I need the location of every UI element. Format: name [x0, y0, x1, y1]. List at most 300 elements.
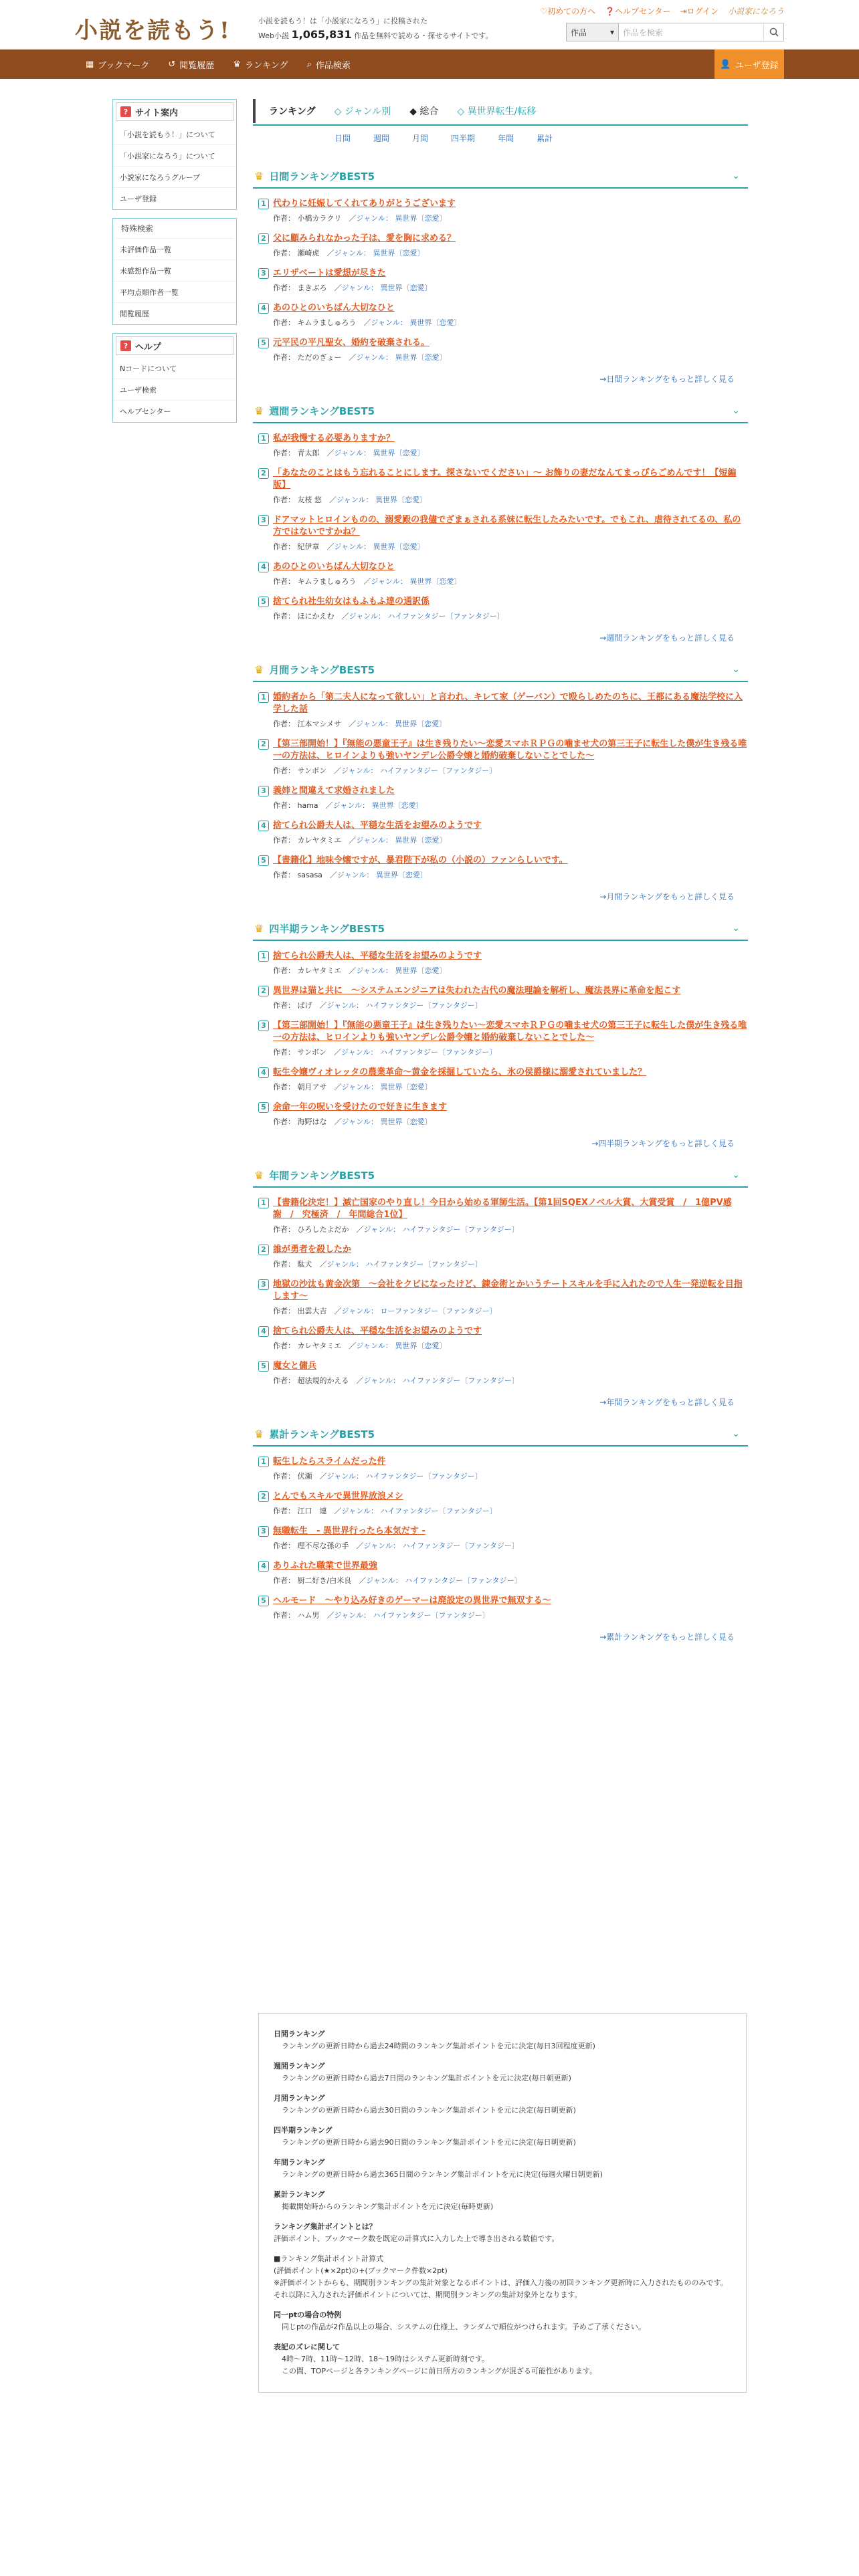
ranking-section	[253, 658, 748, 902]
note-desc: ランキングの更新日時から過去7日間のランキング集計ポイントを元に決定(毎日朝更新)	[282, 2074, 571, 2082]
chevron-down-icon: ▾	[609, 27, 614, 37]
entry-meta	[258, 1610, 748, 1620]
genre-label[interactable]: ジャンル： 異世界〔恋愛〕	[356, 966, 447, 975]
genre-label[interactable]: ジャンル： 異世界〔恋愛〕	[341, 1117, 432, 1126]
more-link[interactable]: →年間ランキングをもっと詳しく見る	[599, 1398, 735, 1407]
entry-title-row	[258, 267, 748, 280]
rank-badge: 5	[258, 597, 269, 607]
genre-label[interactable]: ジャンル： ハイファンタジー〔ファンタジー〕	[326, 1001, 482, 1010]
sidebar-item-no-review[interactable]: 未感想作品一覧	[113, 260, 236, 282]
login-icon: ⇥	[680, 7, 687, 16]
author-label[interactable]: 作者： 江口 連	[273, 1507, 327, 1515]
bookmark-icon: ▦	[86, 59, 94, 70]
entry-meta	[258, 1259, 748, 1269]
novel-title-link[interactable]: 【書籍化決定！】滅亡国家のやり直し！今日から始める軍師生活。【第1回SQEXノベル大賞、大賞受賞 / 1億PV感謝 / 究極済 / 年間総合1位】	[273, 1198, 732, 1220]
ranking-entry	[253, 1491, 748, 1516]
sidebar-item-about-narou[interactable]: 「小説家になろう」について	[113, 145, 236, 167]
novel-title-link[interactable]: 転生令嬢ヴィオレッタの農業革命～黄金を採掘していたら、氷の侯爵様に溺愛されていました？	[273, 1067, 647, 1077]
ranking-section	[253, 165, 748, 385]
search-button[interactable]	[763, 23, 783, 41]
period-tab-monthly[interactable]: 月間	[412, 133, 429, 143]
entry-title-row	[258, 855, 748, 867]
entry-meta	[258, 1116, 748, 1127]
author-label[interactable]: 作者： 伏瀬	[273, 1472, 312, 1481]
rank-badge: 4	[258, 1067, 269, 1078]
author-label[interactable]: 作者： 厨二好き/白米良	[273, 1576, 352, 1585]
genre-label[interactable]: ジャンル： ハイファンタジー〔ファンタジー〕	[341, 1507, 497, 1515]
ranking-entry	[253, 1325, 748, 1351]
tab-genre[interactable]: ◇ ジャンル別	[334, 106, 391, 117]
author-label[interactable]: 作者： ぱげ	[273, 1001, 312, 1010]
rank-badge: 5	[258, 1361, 269, 1372]
sidebar-item-about-yomou[interactable]: 「小説を読もう！」について	[113, 124, 236, 145]
entry-meta	[258, 317, 748, 328]
genre-label[interactable]: ジャンル： 異世界〔恋愛〕	[334, 542, 425, 551]
ranking-entry	[253, 596, 748, 621]
ranking-entry	[253, 337, 748, 362]
ranking-section	[253, 917, 748, 1149]
genre-label[interactable]: ジャンル： 異世界〔恋愛〕	[332, 801, 423, 810]
author-label[interactable]: 作者： 駄犬	[273, 1260, 312, 1269]
ranking-entry	[253, 433, 748, 458]
tab-isekai[interactable]: ◇ 異世界転生/転移	[457, 106, 537, 117]
main-content	[253, 99, 748, 1642]
rank-badge: 1	[258, 692, 269, 703]
ranking-entry	[253, 1020, 748, 1057]
help-title: ヘルプ	[135, 342, 162, 352]
author-label[interactable]: 作者： カレヤタミエ	[273, 1341, 342, 1350]
more-link[interactable]: →週間ランキングをもっと詳しく見る	[599, 633, 735, 643]
note-heading: 累計ランキング	[274, 2190, 325, 2199]
note-desc: ランキングの更新日時から過去90日間のランキング集計ポイントを元に決定(毎日朝更新)	[282, 2138, 576, 2147]
author-label[interactable]: 作者： hama	[273, 801, 318, 810]
meta-separator: ／	[356, 318, 371, 327]
rank-badge: 1	[258, 433, 269, 444]
genre-label[interactable]: ジャンル： 異世界〔恋愛〕	[337, 496, 427, 504]
section-header[interactable]	[253, 1164, 748, 1188]
entry-meta	[258, 1047, 748, 1057]
section-title: 週間ランキングBEST5	[269, 405, 375, 417]
site-guide-header	[116, 102, 233, 121]
lag-heading: 表記のズレに関して	[274, 2343, 340, 2351]
rank-badge: 2	[258, 233, 269, 244]
author-label[interactable]: 作者： 青太郎	[273, 449, 320, 457]
genre-label[interactable]: ジャンル： 異世界〔恋愛〕	[371, 577, 462, 586]
novel-title-link[interactable]: 捨てられ社生幼女はもふもふ達の通訳係	[273, 597, 430, 607]
entry-title-row	[258, 337, 748, 349]
sidebar-item-unrated[interactable]: 未評価作品一覧	[113, 239, 236, 260]
entry-meta	[258, 611, 748, 621]
genre-label[interactable]: ジャンル： ハイファンタジー〔ファンタジー〕	[363, 1376, 519, 1385]
meta-separator: ／	[326, 1307, 342, 1315]
more-link[interactable]: →日間ランキングをもっと詳しく見る	[599, 374, 735, 384]
meta-separator: ／	[318, 801, 333, 810]
rank-badge: 2	[258, 739, 269, 750]
section-title: 月間ランキングBEST5	[269, 663, 375, 676]
meta-separator: ／	[341, 1341, 357, 1350]
ranking-entry	[253, 267, 748, 293]
meta-separator: ／	[319, 249, 335, 257]
author-label[interactable]: 作者： 江本マシメサ	[273, 720, 342, 728]
entry-title-row	[258, 985, 748, 997]
question-icon: ?	[120, 106, 131, 117]
chevron-down-icon[interactable]: ⌄	[732, 1170, 740, 1180]
novel-title-link[interactable]: 無職転生 - 異世界行ったら本気だす -	[273, 1526, 425, 1536]
novel-title-link[interactable]: とんでもスキルで異世界放浪メシ	[273, 1491, 403, 1501]
crown-icon: ♛	[254, 404, 264, 417]
author-label[interactable]: 作者： ただのぎょー	[273, 353, 342, 362]
nav-ranking[interactable]	[233, 58, 288, 71]
entry-meta	[258, 447, 748, 458]
author-label[interactable]: 作者： 紀伊章	[273, 542, 320, 551]
entry-meta	[258, 835, 748, 845]
entry-title-row	[258, 596, 748, 608]
period-tab-daily[interactable]: 日間	[335, 133, 351, 143]
novel-title-link[interactable]: 捨てられ公爵夫人は、平穏な生活をお望みのようです	[273, 821, 482, 831]
user-register-button[interactable]	[714, 49, 784, 79]
meta-separator: ／	[326, 1117, 342, 1126]
section-title: 年間ランキングBEST5	[269, 1169, 375, 1182]
meta-separator: ／	[326, 1083, 342, 1091]
entry-title-row	[258, 820, 748, 832]
novel-count: 1,065,831	[291, 28, 352, 41]
author-label[interactable]: 作者： カレヤタミエ	[273, 836, 342, 845]
section-title: 日間ランキングBEST5	[269, 170, 375, 183]
ranking-entry	[253, 1197, 748, 1235]
author-label[interactable]: 作者： 朝月アサ	[273, 1083, 327, 1091]
author-label[interactable]: 作者： 友桜 悠	[273, 496, 322, 504]
more-link[interactable]: →累計ランキングをもっと詳しく見る	[599, 1632, 735, 1642]
ranking-section	[253, 1164, 748, 1408]
meta-separator: ／	[349, 1376, 364, 1385]
formula-line1: (評価ポイント(★×2pt)の+(ブックマーク件数×2pt)	[274, 2266, 448, 2275]
author-label[interactable]: 作者： 海野はな	[273, 1117, 327, 1126]
point-desc: 評価ポイント、ブックマーク数を既定の計算式に入力した上で導き出される数値です。	[274, 2234, 559, 2243]
period-tabs	[253, 126, 748, 150]
section-header[interactable]	[253, 399, 748, 423]
author-label[interactable]: 作者： カレヤタミエ	[273, 966, 342, 975]
period-tab-quarterly[interactable]: 四半期	[451, 133, 476, 143]
entry-meta	[258, 1081, 748, 1092]
meta-separator: ／	[326, 1048, 341, 1057]
novel-title-link[interactable]: 異世界は猫と共に ～システムエンジニアは失われた古代の魔法理論を解析し、魔法長界に革命を起こす	[273, 986, 681, 996]
rank-badge: 3	[258, 1526, 269, 1537]
note-heading: 年間ランキング	[274, 2158, 325, 2167]
chevron-down-icon[interactable]: ⌄	[732, 664, 740, 675]
meta-separator: ／	[312, 1260, 327, 1269]
author-label[interactable]: 作者： キムラましゅろう	[273, 318, 357, 327]
novel-title-link[interactable]: 婚約者から「第二夫人になって欲しい」と言われ、キレて家（ゲーバン）で殴らしめたのちに、王都にある魔法学校に入学した話	[273, 692, 743, 714]
meta-separator: ／	[349, 1225, 364, 1234]
chevron-down-icon[interactable]: ⌄	[732, 923, 740, 934]
ranking-entry	[253, 985, 748, 1010]
entry-title-row	[258, 1456, 748, 1468]
search-category-select[interactable]	[567, 23, 619, 41]
rank-badge: 5	[258, 338, 269, 348]
user-register-label: ユーザ登録	[735, 60, 779, 71]
rank-badge: 4	[258, 821, 269, 831]
ranking-entry	[253, 198, 748, 223]
novel-title-link[interactable]: ヘルモード ～やり込み好きのゲーマーは廃設定の異世界で無双する～	[273, 1596, 551, 1606]
genre-label[interactable]: ジャンル： 異世界〔恋愛〕	[356, 1341, 447, 1350]
genre-label[interactable]: ジャンル： 異世界〔恋愛〕	[334, 249, 425, 257]
meta-separator: ／	[351, 1576, 367, 1585]
rank-badge: 2	[258, 1245, 269, 1255]
genre-label[interactable]: ジャンル： 異世界〔恋愛〕	[356, 836, 447, 845]
author-label[interactable]: 作者： 理不尽な孫の手	[273, 1541, 349, 1550]
entry-meta	[258, 352, 748, 362]
period-tab-total[interactable]: 累計	[537, 133, 553, 143]
sidebar-item-user-register[interactable]: ユーザ登録	[120, 195, 157, 203]
entry-title-row	[258, 950, 748, 962]
entry-meta	[258, 576, 748, 586]
nav-bookmark[interactable]	[86, 58, 149, 71]
note-desc: ランキングの更新日時から過去30日間のランキング集計ポイントを元に決定(毎日朝更新)	[282, 2106, 576, 2115]
rank-badge: 5	[258, 1102, 269, 1113]
tagline-pre: Web小説	[258, 31, 289, 40]
narou-link[interactable]: 小説家になろう	[727, 7, 784, 16]
genre-label[interactable]: ジャンル： ハイファンタジー〔ファンタジー〕	[341, 1048, 497, 1057]
sidebar-item-help-center[interactable]: ヘルプセンター	[120, 407, 171, 416]
help-center-link[interactable]	[605, 5, 670, 17]
entry-title-row	[258, 691, 748, 716]
rank-badge: 4	[258, 1326, 269, 1337]
author-label[interactable]: 作者： ほにかえむ	[273, 612, 335, 621]
entry-meta	[258, 800, 748, 811]
novel-title-link[interactable]: 父に顧みられなかった子は、愛を胸に求める？	[273, 233, 456, 243]
crown-icon: ♛	[233, 59, 241, 70]
entry-title-row	[258, 467, 748, 492]
note-desc: ランキングの更新日時から過去365日間のランキング集計ポイントを元に決定(毎週火曜日朝更新)	[282, 2170, 603, 2179]
note-blocks	[274, 2028, 731, 2213]
formula-line3: それ以降に入力された評価ポイントについては、期間別ランキングの集計対象外となります。	[274, 2290, 582, 2299]
novel-title-link[interactable]: ありふれた職業で世界最強	[273, 1561, 378, 1571]
ranking-entry	[253, 855, 748, 880]
ranking-sections	[253, 165, 748, 1642]
novel-title-link[interactable]: 【第三部開始！】『無能の悪童王子』は生き残りたい～恋愛スマホＲＰＧの噛ませ犬の第三王子に転生した僕が生き残る唯一の方法は、ヒロインよりも強いヤンデレ公爵令嬢と婚約破棄しないことでした～	[273, 739, 747, 761]
ranking-entry	[253, 1360, 748, 1386]
rank-badge: 3	[258, 515, 269, 526]
rank-badge: 1	[258, 199, 269, 209]
genre-label[interactable]: ジャンル： 異世界〔恋愛〕	[356, 214, 447, 223]
author-label[interactable]: 作者： 小橋カラクリ	[273, 214, 342, 223]
entry-meta	[258, 965, 748, 976]
help-header	[116, 336, 233, 355]
crown-icon: ♛	[254, 922, 264, 935]
special-search-box	[112, 218, 237, 325]
meta-separator: ／	[334, 612, 349, 621]
entry-title-row	[258, 1595, 748, 1607]
meta-separator: ／	[356, 577, 371, 586]
entry-meta	[258, 718, 748, 729]
meta-separator: ／	[326, 766, 341, 775]
author-label[interactable]: 作者： まきぶろ	[273, 284, 327, 292]
sidebar-item-user-search[interactable]: ユーザ検索	[113, 379, 236, 401]
nav-history[interactable]	[168, 58, 214, 71]
section-header[interactable]	[253, 1422, 748, 1446]
login-link[interactable]	[680, 5, 719, 17]
nav-search[interactable]	[307, 58, 351, 71]
note-heading: 週間ランキング	[274, 2062, 325, 2070]
entry-meta	[258, 1505, 748, 1516]
novel-title-link[interactable]: 誰が勇者を殺したか	[273, 1245, 352, 1255]
author-label[interactable]: 作者： サンボン	[273, 1048, 326, 1057]
author-label[interactable]: 作者： ハム男	[273, 1611, 320, 1620]
meta-separator: ／	[312, 1001, 327, 1010]
genre-label[interactable]: ジャンル： ハイファンタジー〔ファンタジー〕	[341, 766, 497, 775]
entry-title-row	[258, 1197, 748, 1221]
genre-label[interactable]: ジャンル： ハイファンタジー〔ファンタジー〕	[366, 1576, 522, 1585]
section-header[interactable]	[253, 658, 748, 682]
note-heading: 四半期ランキング	[274, 2126, 332, 2135]
help-center-label: ヘルプセンター	[615, 7, 671, 16]
tagline-line2	[258, 28, 492, 43]
sidebar-item-ncode[interactable]: Nコードについて	[113, 358, 236, 379]
entry-title-row	[258, 1020, 748, 1044]
note-desc: ランキングの更新日時から過去24時間のランキング集計ポイントを元に決定(毎日3回程度更新)	[282, 2042, 595, 2050]
chevron-down-icon[interactable]: ⌄	[732, 405, 740, 416]
genre-label[interactable]: ジャンル： 異世界〔恋愛〕	[337, 871, 427, 879]
meta-separator: ／	[326, 1507, 342, 1515]
novel-title-link[interactable]: ドアマットヒロインものの、溺愛殿の我儘でざまぁされる系妹に転生したみたいです。でもこれ、虐待されてるの、私の方ではないですかね？	[273, 515, 741, 537]
genre-label[interactable]: ジャンル： ハイファンタジー〔ファンタジー〕	[363, 1225, 519, 1234]
author-label[interactable]: 作者： 瀬崎虎	[273, 249, 320, 257]
author-label[interactable]: 作者： sasasa	[273, 871, 322, 879]
tab-ranking-title: ランキング	[269, 106, 316, 117]
novel-title-link[interactable]: 魔女と傭兵	[273, 1361, 317, 1371]
history-icon: ↺	[168, 59, 176, 70]
sidebar-item-history[interactable]: 閲覧履歴	[120, 310, 149, 318]
novel-title-link[interactable]: 捨てられ公爵夫人は、平穏な生活をお望みのようです	[273, 1326, 482, 1336]
novel-title-link[interactable]: 「あなたのことはもう忘れることにします。探さないでください」～ お飾りの妻だなんてまっぴらごめんです！【短編版】	[273, 468, 737, 490]
meta-separator: ／	[341, 966, 357, 975]
formula-heading: ■ランキング集計ポイント計算式	[274, 2254, 384, 2263]
entry-title-row	[258, 1525, 748, 1537]
novel-title-link[interactable]: 転生したらスライムだった件	[273, 1457, 386, 1467]
genre-label[interactable]: ジャンル： ローファンタジー〔ファンタジー〕	[341, 1307, 497, 1315]
beginner-label: 初めての方へ	[547, 7, 596, 16]
novel-title-link[interactable]: 【第三部開始！】『無能の悪童王子』は生き残りたい～恋愛スマホＲＰＧの噛ませ犬の第三王子に転生した僕が生き残る唯一の方法は、ヒロインよりも強いヤンデレ公爵令嬢と婚約破棄しないことでした～	[273, 1021, 747, 1043]
nav-bookmark-label: ブックマーク	[98, 60, 150, 71]
ranking-section	[253, 399, 748, 643]
novel-title-link[interactable]: 元平民の平凡聖女、婚約を破棄される。	[273, 338, 430, 348]
entry-meta	[258, 1471, 748, 1481]
chevron-down-icon[interactable]: ⌄	[732, 1428, 740, 1439]
note-heading: 日間ランキング	[274, 2030, 325, 2038]
tagline-line1: 小説を読もう！は「小説家になろう」に投稿された	[258, 17, 427, 25]
novel-title-link[interactable]: 【書籍化】地味令嬢ですが、暴君陛下が私の（小説の）ファンらしいです。	[273, 855, 568, 865]
genre-label[interactable]: ジャンル： 異世界〔恋愛〕	[341, 1083, 432, 1091]
crown-icon: ♛	[254, 1427, 264, 1440]
site-logo[interactable]: 小説を読もう!	[75, 17, 231, 44]
meta-separator: ／	[349, 1541, 364, 1550]
ranking-entry	[253, 1244, 748, 1269]
period-tab-yearly[interactable]: 年間	[498, 133, 514, 143]
genre-label[interactable]: ジャンル： 異世界〔恋愛〕	[341, 284, 432, 292]
period-tab-weekly[interactable]: 週間	[373, 133, 390, 143]
entry-meta	[258, 1375, 748, 1386]
ranking-tabs	[253, 99, 748, 123]
same-point-desc: 同じptの作品が2作品以上の場合、システムの仕様上、ランダムで順位がつけられます。予めご了承ください。	[282, 2323, 646, 2331]
chevron-down-icon[interactable]: ⌄	[732, 171, 740, 181]
genre-label[interactable]: ジャンル： ハイファンタジー〔ファンタジー〕	[363, 1541, 519, 1550]
entry-title-row	[258, 1360, 748, 1372]
novel-title-link[interactable]: 地獄の沙汰も黄金次第 ～会社をクビになったけど、錬金術とかいうチートスキルを手に入れたので人生一発逆転を目指します～	[273, 1279, 743, 1301]
beginner-link[interactable]	[540, 5, 595, 17]
ranking-entry	[253, 1456, 748, 1481]
meta-separator: ／	[341, 836, 357, 845]
genre-label[interactable]: ジャンル： 異世界〔恋愛〕	[371, 318, 462, 327]
novel-title-link[interactable]: 捨てられ公爵夫人は、平穏な生活をお望みのようです	[273, 951, 482, 961]
novel-title-link[interactable]: 代わりに妊娠してくれてありがとうございます	[273, 199, 456, 209]
special-search-title: 特殊検索	[116, 219, 233, 239]
section-header[interactable]	[253, 917, 748, 941]
nav-history-label: 閲覧履歴	[179, 60, 215, 71]
entry-title-row	[258, 561, 748, 573]
point-heading: ランキング集計ポイントとは？	[274, 2222, 377, 2231]
rank-badge: 1	[258, 951, 269, 962]
sidebar-item-narou-group[interactable]: 小説家になろうグループ	[113, 167, 236, 188]
novel-title-link[interactable]: 余命一年の呪いを受けたので好きに生きます	[273, 1102, 448, 1112]
author-label[interactable]: 作者： 超法規的かえる	[273, 1376, 349, 1385]
entry-title-row	[258, 1491, 748, 1503]
help-box	[112, 333, 237, 423]
rank-badge: 1	[258, 1457, 269, 1467]
genre-label[interactable]: ジャンル： ハイファンタジー〔ファンタジー〕	[349, 612, 504, 621]
crown-icon: ♛	[254, 663, 264, 676]
genre-label[interactable]: ジャンル： 異世界〔恋愛〕	[334, 449, 425, 457]
genre-label[interactable]: ジャンル： ハイファンタジー〔ファンタジー〕	[334, 1611, 490, 1620]
sidebar-item-author-avg[interactable]: 平均点順作者一覧	[113, 282, 236, 303]
more-link[interactable]: →四半期ランキングをもっと詳しく見る	[591, 1139, 735, 1148]
entry-title-row	[258, 233, 748, 245]
main-nav	[0, 49, 859, 79]
same-point-heading: 同一ptの場合の特例	[274, 2311, 342, 2319]
login-label: ログイン	[686, 7, 719, 16]
author-label[interactable]: 作者： サンボン	[273, 766, 326, 775]
genre-label[interactable]: ジャンル： ハイファンタジー〔ファンタジー〕	[326, 1260, 482, 1269]
question-icon: ?	[120, 340, 131, 351]
author-label[interactable]: 作者： ひろしたよだか	[273, 1225, 349, 1234]
entry-meta	[258, 1340, 748, 1351]
entry-title-row	[258, 302, 748, 314]
author-label[interactable]: 作者： 出雲大吉	[273, 1307, 327, 1315]
novel-title-link[interactable]: エリザベートは愛想が尽きた	[273, 268, 386, 278]
ranking-entry	[253, 1595, 748, 1620]
novel-title-link[interactable]: 義姉と間違えて求婚されました	[273, 786, 395, 796]
section-header[interactable]	[253, 165, 748, 189]
search-icon: ⌕	[306, 59, 312, 70]
formula-line2: ※評価ポイントからも、期間別ランキングの集計対象となるポイントは、評価入力後の初回ランキング更新時に入力されたもののみです。	[274, 2278, 728, 2287]
author-label[interactable]: 作者： キムラましゅろう	[273, 577, 357, 586]
novel-title-link[interactable]: あのひとのいちばん大切なひと	[273, 562, 395, 572]
novel-title-link[interactable]: あのひとのいちばん大切なひと	[273, 303, 395, 313]
entry-title-row	[258, 1560, 748, 1572]
genre-label[interactable]: ジャンル： ハイファンタジー〔ファンタジー〕	[326, 1472, 482, 1481]
genre-label[interactable]: ジャンル： 異世界〔恋愛〕	[356, 720, 447, 728]
tab-total[interactable]: ◆ 総合	[409, 106, 439, 117]
meta-separator: ／	[326, 284, 342, 292]
entry-title-row	[258, 1325, 748, 1337]
rank-badge: 3	[258, 1021, 269, 1031]
note-desc: 掲載開始時からのランキング集計ポイントを元に決定(毎時更新)	[282, 2202, 494, 2211]
nav-search-label: 作品検索	[315, 60, 351, 71]
search-input[interactable]: 作品を検索	[623, 27, 664, 37]
novel-title-link[interactable]: 私が我慢する必要ありますか？	[273, 433, 395, 443]
ranking-entry	[253, 467, 748, 505]
genre-label[interactable]: ジャンル： 異世界〔恋愛〕	[356, 353, 447, 362]
more-link[interactable]: →月間ランキングをもっと詳しく見る	[599, 892, 735, 901]
